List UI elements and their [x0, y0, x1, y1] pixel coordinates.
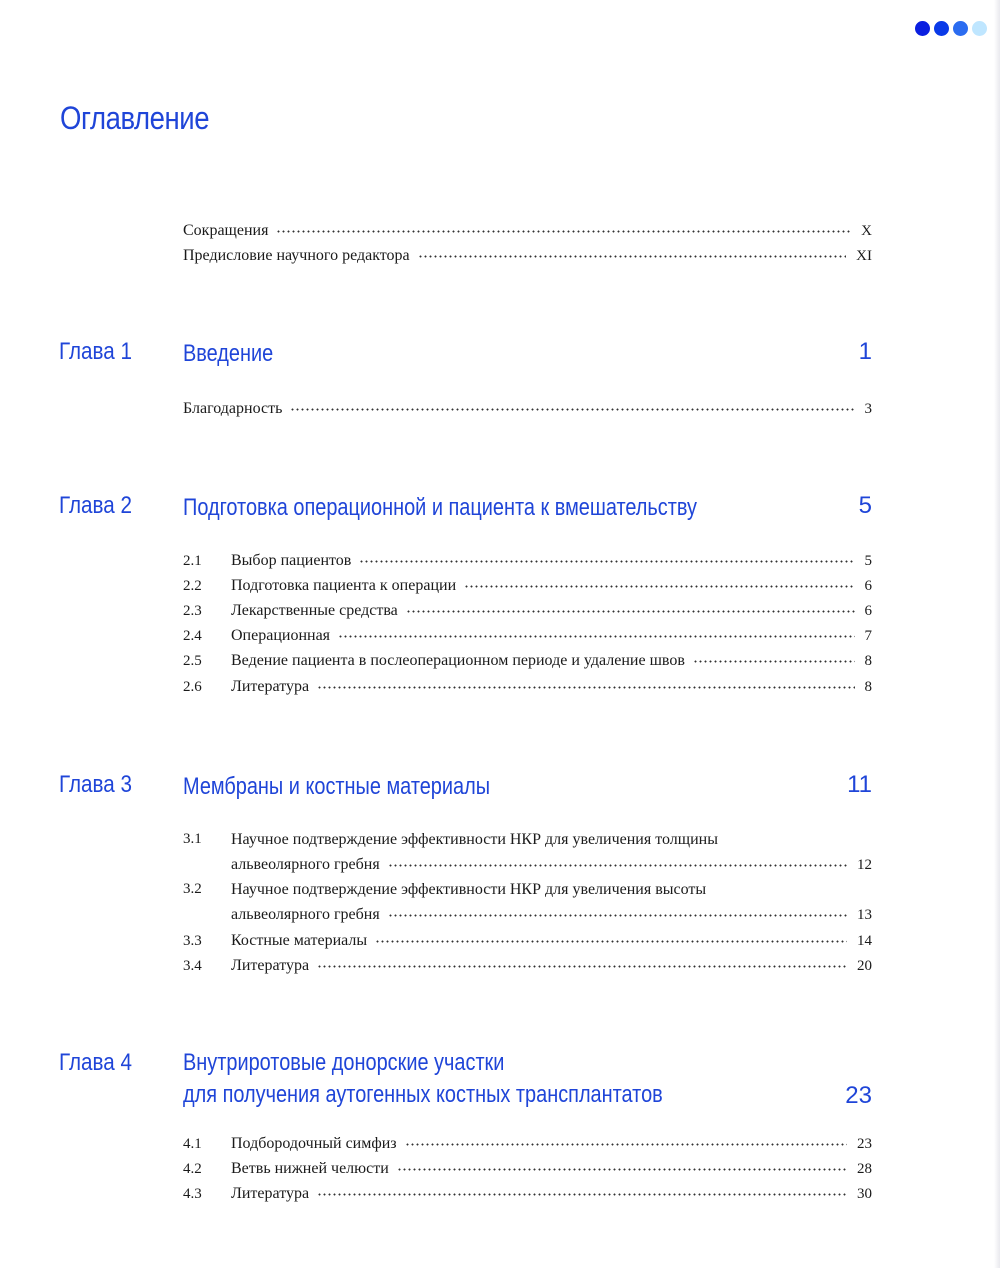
chapter-label: Глава 4	[59, 1049, 132, 1076]
toc-entry[interactable]	[183, 623, 872, 648]
dot-leader	[317, 1190, 847, 1198]
dot-leader	[693, 657, 855, 665]
toc-entry-label: Подбородочный симфиз	[231, 1135, 397, 1152]
page-title: Оглавление	[60, 100, 210, 136]
dot-leader	[397, 1165, 847, 1173]
toc-entry-page: 8	[864, 679, 872, 695]
dot-leader	[464, 582, 854, 590]
chapter-title-line1[interactable]: Внутриротовые донорские участки	[183, 1049, 505, 1076]
dot-leader	[317, 962, 847, 970]
toc-entry-label: Литература	[231, 1185, 310, 1202]
toc-entry-label: Литература	[231, 678, 310, 695]
chapter-page: 23	[845, 1082, 872, 1109]
toc-entry[interactable]	[183, 902, 872, 927]
toc-entry[interactable]	[183, 598, 872, 623]
toc-entry-number: 2.3	[183, 603, 202, 619]
toc-entry-label: Сокращения	[183, 222, 269, 239]
toc-entry-number: 4.2	[183, 1161, 202, 1177]
toc-entry-number: 2.1	[183, 553, 202, 569]
toc-entry[interactable]	[183, 648, 872, 673]
toc-entry-label: альвеолярного гребня	[231, 906, 380, 923]
chapter-label: Глава 3	[59, 771, 132, 798]
toc-entry-number: 4.3	[183, 1186, 202, 1202]
dot-leader	[317, 683, 854, 691]
toc-entry-page: 8	[864, 653, 872, 669]
chapter-title[interactable]: для получения аутогенных костных трансплантатов	[183, 1081, 663, 1108]
dot-leader	[406, 607, 855, 615]
toc-entry[interactable]	[183, 1156, 872, 1181]
toc-entry-page: 30	[857, 1186, 872, 1202]
toc-entry-label: Костные материалы	[231, 932, 368, 949]
toc-entry-page: 6	[864, 578, 872, 594]
chapter-label: Глава 2	[59, 492, 132, 519]
dot-icon	[953, 21, 968, 36]
toc-entry-label-line1[interactable]: Научное подтверждение эффективности НКР для увеличения высоты	[231, 881, 707, 898]
toc-entry-label: Литература	[231, 957, 310, 974]
toc-entry-page: 23	[857, 1136, 872, 1152]
toc-entry-number: 2.4	[183, 628, 202, 644]
toc-entry-page: 12	[857, 857, 872, 873]
dot-leader	[405, 1140, 847, 1148]
dot-leader	[276, 227, 851, 235]
toc-entry-page: 20	[857, 958, 872, 974]
chapter-title[interactable]: Подготовка операционной и пациента к вмешательству	[183, 494, 698, 521]
toc-entry-page: 5	[864, 553, 872, 569]
toc-entry-page: 6	[864, 603, 872, 619]
toc-entry-number: 3.2	[183, 881, 202, 897]
toc-entry-label: Выбор пациентов	[231, 552, 352, 569]
toc-entry-number: 3.1	[183, 831, 202, 847]
dot-leader	[338, 632, 854, 640]
toc-entry-label: Ведение пациента в послеоперационном периоде и удаление швов	[231, 652, 685, 669]
toc-entry[interactable]	[183, 573, 872, 598]
chapter-page: 1	[858, 338, 872, 365]
toc-entry-label: Подготовка пациента к операции	[231, 577, 457, 594]
toc-entry-page: 14	[857, 933, 872, 949]
toc-entry-number: 3.4	[183, 958, 202, 974]
toc-entry-page: 7	[864, 628, 872, 644]
toc-entry-label: Предисловие научного редактора	[183, 247, 410, 264]
chapter-page: 11	[847, 771, 872, 798]
dot-leader	[418, 252, 847, 260]
toc-entry-acknowledgements[interactable]	[183, 396, 872, 421]
dot-leader	[388, 861, 847, 869]
toc-entry-page: X	[861, 223, 872, 239]
toc-entry-label-line1[interactable]: Научное подтверждение эффективности НКР для увеличения толщины	[231, 831, 718, 848]
toc-entry[interactable]	[183, 953, 872, 978]
dot-icon	[972, 21, 987, 36]
dot-icon	[934, 21, 949, 36]
toc-entry-number: 2.6	[183, 679, 202, 695]
toc-entry-page: 28	[857, 1161, 872, 1177]
page-edge-shadow	[994, 0, 1000, 1268]
dot-leader	[359, 557, 854, 565]
toc-entry-label: Ветвь нижней челюсти	[231, 1160, 389, 1177]
toc-entry[interactable]	[183, 1131, 872, 1156]
chapter-title[interactable]: Введение	[183, 340, 274, 367]
toc-entry-label: Лекарственные средства	[231, 602, 398, 619]
toc-entry-abbreviations[interactable]	[183, 218, 872, 243]
dot-leader	[388, 911, 847, 919]
toc-entry[interactable]	[183, 852, 872, 877]
toc-entry-label: Благодарность	[183, 400, 283, 417]
dot-icon	[915, 21, 930, 36]
chapter-page: 5	[858, 492, 872, 519]
chapter-label: Глава 1	[59, 338, 132, 365]
toc-entry[interactable]	[183, 548, 872, 573]
dot-leader	[290, 405, 854, 413]
chapter-title[interactable]: Мембраны и костные материалы	[183, 773, 491, 800]
toc-entry[interactable]	[183, 1181, 872, 1206]
toc-entry-page: 13	[857, 907, 872, 923]
toc-entry-number: 4.1	[183, 1136, 202, 1152]
toc-entry-number: 3.3	[183, 933, 202, 949]
toc-entry-page: 3	[864, 401, 872, 417]
toc-entry[interactable]	[183, 928, 872, 953]
toc-entry[interactable]	[183, 674, 872, 699]
toc-entry-label: альвеолярного гребня	[231, 856, 380, 873]
dot-leader	[375, 937, 847, 945]
toc-entry-page: XI	[856, 248, 872, 264]
toc-entry-number: 2.2	[183, 578, 202, 594]
decorative-dots	[915, 21, 987, 36]
toc-entry-label: Операционная	[231, 627, 331, 644]
toc-entry-preface[interactable]	[183, 243, 872, 268]
toc-entry-number: 2.5	[183, 653, 202, 669]
